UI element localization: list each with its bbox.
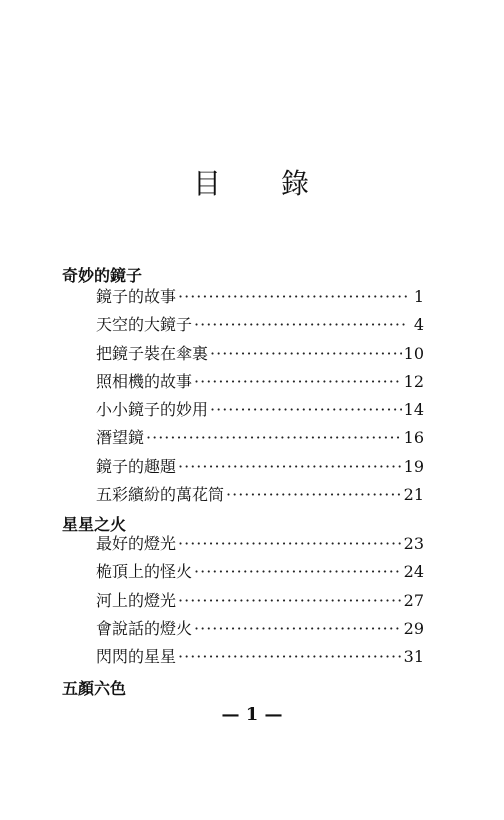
leader-dots xyxy=(178,530,402,558)
toc-entry xyxy=(96,396,424,424)
toc-entry-page: 12 xyxy=(403,371,424,391)
toc-entry xyxy=(96,283,424,311)
title-char-1: 目 xyxy=(192,167,223,200)
toc-entry-title: 鏡子的故事 xyxy=(96,287,177,306)
leader-dots xyxy=(194,558,402,586)
toc-list xyxy=(96,283,424,509)
toc-list xyxy=(96,530,424,671)
toc-entry xyxy=(96,643,424,671)
toc-entry-title: 小小鏡子的妙用 xyxy=(96,400,209,420)
leader-dots xyxy=(146,424,402,452)
toc-entry xyxy=(96,453,424,481)
toc-entry-title: 會說話的燈火 xyxy=(96,618,193,638)
toc-entry xyxy=(96,424,424,452)
toc-entry-page: 24 xyxy=(403,562,424,582)
leader-dots xyxy=(194,368,402,396)
toc-entry-title: 潛望鏡 xyxy=(96,428,145,448)
toc-entry-page: 10 xyxy=(403,343,424,363)
toc-entry-page: 4 xyxy=(413,315,424,335)
toc-entry-page: 31 xyxy=(403,647,424,667)
toc-entry-title: 照相機的故事 xyxy=(96,371,193,391)
toc-entry-page: 19 xyxy=(403,456,424,476)
toc-entry-title: 鏡子的趣題 xyxy=(96,456,177,476)
toc-entry-page: 29 xyxy=(403,618,424,638)
leader-dots xyxy=(178,453,402,481)
toc-entry-title: 河上的燈光 xyxy=(96,590,177,610)
toc-entry-page: 23 xyxy=(403,534,424,553)
toc-entry xyxy=(96,481,424,509)
toc-entry-page: 14 xyxy=(403,400,424,420)
title-char-2: 錄 xyxy=(281,167,312,200)
section-heading: 奇妙的鏡子 xyxy=(62,266,143,285)
section-heading: 星星之火 xyxy=(62,515,127,534)
leader-dots xyxy=(178,587,402,615)
toc-entry xyxy=(96,558,424,586)
toc-entry xyxy=(96,368,424,396)
page-title xyxy=(0,162,504,202)
leader-dots xyxy=(210,340,402,368)
page-number: — 1 — xyxy=(221,704,283,725)
toc-entry-page: 16 xyxy=(403,428,424,448)
section-heading: 五顏六色 xyxy=(62,679,127,698)
leader-dots xyxy=(178,643,402,671)
leader-dots xyxy=(210,396,402,424)
toc-entry-title: 桅頂上的怪火 xyxy=(96,562,193,582)
toc-entry-page: 1 xyxy=(413,287,424,306)
toc-entry-page: 21 xyxy=(403,485,424,505)
leader-dots xyxy=(194,311,408,339)
leader-dots xyxy=(226,481,402,509)
toc-entry-title: 最好的燈光 xyxy=(96,534,177,553)
toc-entry-page: 27 xyxy=(403,590,424,610)
toc-entry-title: 閃閃的星星 xyxy=(96,647,177,667)
toc-entry xyxy=(96,615,424,643)
toc-entry-title: 五彩繽紛的萬花筒 xyxy=(96,485,225,505)
toc-entry xyxy=(96,530,424,558)
toc-entry xyxy=(96,311,424,339)
leader-dots xyxy=(178,283,408,311)
toc-entry xyxy=(96,340,424,368)
toc-entry xyxy=(96,587,424,615)
leader-dots xyxy=(194,615,402,643)
toc-entry-title: 把鏡子裝在傘裏 xyxy=(96,343,209,363)
toc-entry-title: 天空的大鏡子 xyxy=(96,315,193,335)
